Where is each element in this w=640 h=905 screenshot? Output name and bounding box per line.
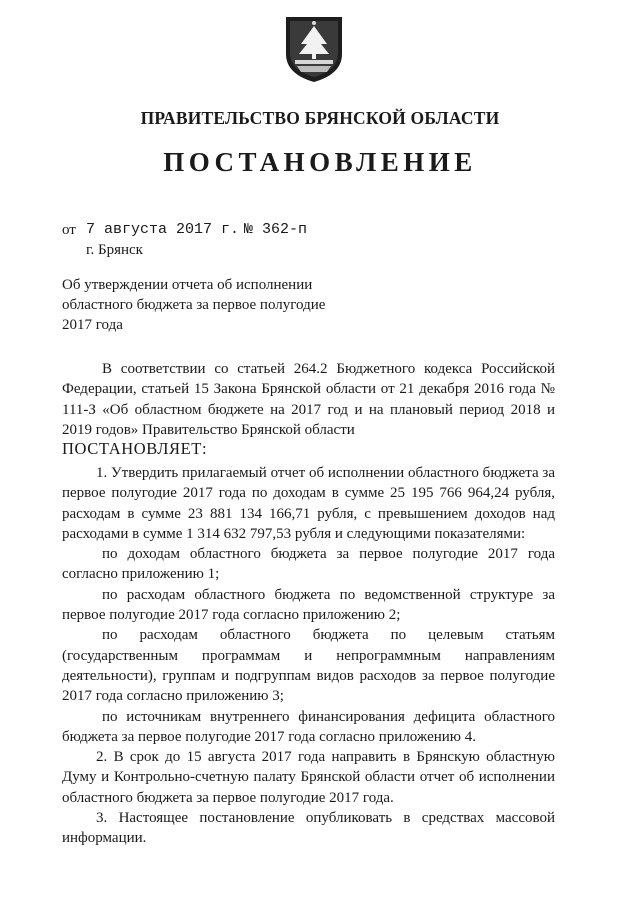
decree-item: по расходам областного бюджета по целевым статьям (государственным программам и непрограммным направлениям деятельности), группам и подгруппам видов расходов за первое полугодие 2017 года согласно приложению 3; — [62, 627, 555, 705]
decree-item: по расходам областного бюджета по ведомственной структуре за первое полугодие 2017 года согласно приложению 2; — [62, 586, 555, 624]
document-date: 7 августа 2017 г. — [86, 221, 240, 238]
subject-line: Об утверждении отчета об исполнении — [62, 277, 313, 293]
decree-item: по доходам областного бюджета за первое полугодие 2017 года согласно приложению 1; — [62, 546, 555, 583]
date-prefix: от — [62, 222, 76, 238]
document-city: г. Брянск — [86, 242, 143, 258]
decree-item: 1. Утвердить прилагаемый отчет об исполнении областного бюджета за первое полугодие 2017 года по доходам в сумме 25 195 766 964,24 рубля, расходам в сумме 23 881 134 166,71 рубля, с превышением доходов над расходами в сумме 1 314 632 797,53 рубля и следующими показателями: — [62, 465, 555, 542]
coat-of-arms-icon — [283, 14, 345, 84]
subject-line: 2017 года — [62, 317, 123, 333]
decree-word: ПОСТАНОВЛЯЕТ: — [62, 439, 208, 459]
decree-item: 3. Настоящее постановление опубликовать в средствах массовой информации. — [62, 810, 555, 847]
decree-item: 2. В срок до 15 августа 2017 года направить в Брянскую областную Думу и Контрольно-счетную палату Брянской области отчет об исполнении областного бюджета за первое полугодие 2017 года. — [62, 749, 555, 806]
decree-items — [62, 463, 555, 849]
subject-line: областного бюджета за первое полугодие — [62, 297, 326, 313]
document-subject — [62, 275, 362, 335]
document-type: ПОСТАНОВЛЕНИЕ — [163, 147, 477, 177]
preamble-paragraph: В соответствии со статьей 264.2 Бюджетного кодекса Российской Федерации, статьей 15 Закона Брянской области от 21 декабря 2016 года № 111-З «Об областном бюджете на 2017 год и на плановый период 2018 и 2019 годов» Правительство Брянской области — [62, 361, 555, 438]
document-number: № 362-п — [244, 221, 308, 238]
document-body — [62, 359, 555, 459]
organization-title: ПРАВИТЕЛЬСТВО БРЯНСКОЙ ОБЛАСТИ — [140, 108, 500, 128]
decree-item: по источникам внутреннего финансирования дефицита областного бюджета за первое полугодие 2017 года согласно приложению 4. — [62, 708, 555, 745]
